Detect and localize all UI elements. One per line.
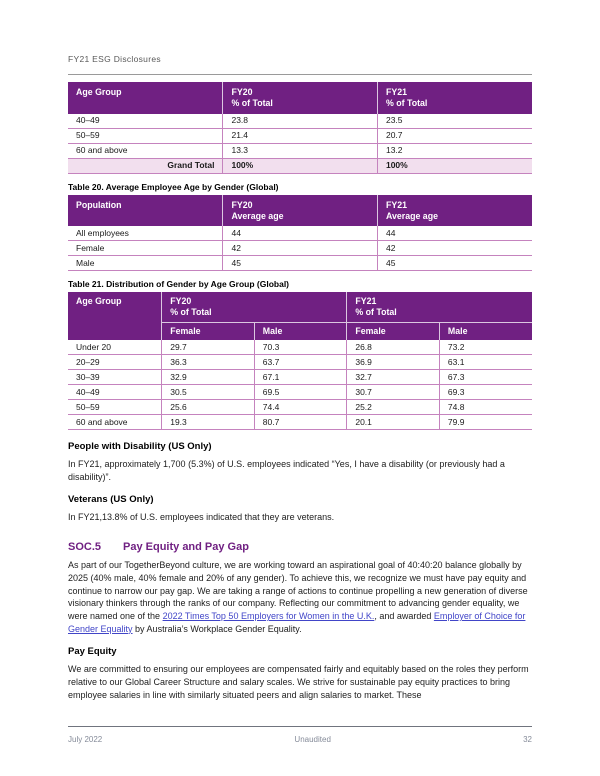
footer-page-number: 32 (523, 735, 532, 744)
table-cell: 20.1 (347, 415, 440, 430)
disability-paragraph: In FY21, approximately 1,700 (5.3%) of U.S. employees indicated “Yes, I have a disability (or previously had a disability)”. (68, 459, 505, 482)
table-row (68, 400, 532, 415)
table-row (68, 241, 532, 256)
column-header-population: Population (68, 195, 223, 227)
table-cell: 60 and above (68, 143, 223, 158)
table-cell: 60 and above (68, 415, 162, 430)
column-header-age-group: Age Group (68, 292, 162, 340)
average-age-table (68, 195, 532, 272)
table-row (68, 114, 532, 129)
footer-status: Unaudited (294, 735, 331, 744)
age-group-distribution-table (68, 82, 532, 174)
table-cell: 36.3 (162, 355, 255, 370)
table20-caption: Table 20. Average Employee Age by Gender (Global) (68, 181, 279, 192)
table-row (68, 128, 532, 143)
employer-of-choice-link[interactable]: Employer of Choice for Gender Equality (68, 611, 526, 634)
soc5-heading (68, 540, 532, 554)
running-header-title: FY21 ESG Disclosures (68, 54, 161, 64)
gender-by-age-table (68, 292, 532, 430)
subheader-female: Female (162, 322, 255, 340)
soc5-section-title: Pay Equity and Pay Gap (123, 541, 249, 554)
group-header-fy20: FY20 % of Total (162, 292, 347, 322)
veterans-heading: Veterans (US Only) (68, 494, 154, 506)
column-header-fy20: FY20 Average age (223, 195, 378, 227)
table-cell: 42 (223, 241, 378, 256)
table-row (68, 340, 532, 355)
table-cell: 36.9 (347, 355, 440, 370)
soc5-paragraph (68, 559, 532, 635)
table-cell: 44 (377, 226, 532, 241)
table-cell: 69.3 (439, 385, 532, 400)
table-cell: 25.2 (347, 400, 440, 415)
table-row (68, 415, 532, 430)
table-row (68, 256, 532, 271)
table-cell: 74.4 (254, 400, 347, 415)
table-cell: 67.1 (254, 370, 347, 385)
table-cell: 80.7 (254, 415, 347, 430)
table-cell: 79.9 (439, 415, 532, 430)
pay-equity-paragraph: We are committed to ensuring our employees are compensated fairly and equitably based on the roles they perform relative to our Global Career Structure and salary scales. We strive for sustainable pay equity practices to bring employee salaries in line with similarly situated peers and align salaries to market. These (68, 664, 529, 700)
table-cell: 40–49 (68, 114, 223, 129)
table-cell: 70.3 (254, 340, 347, 355)
table-row (68, 370, 532, 385)
soc5-text-3: by Australia’s Workplace Gender Equality. (132, 623, 302, 634)
table-cell: 63.7 (254, 355, 347, 370)
table-cell: 25.6 (162, 400, 255, 415)
table-cell: All employees (68, 226, 223, 241)
table-cell: Male (68, 256, 223, 271)
table21-caption: Table 21. Distribution of Gender by Age Group (Global) (68, 279, 290, 290)
times-top50-link[interactable]: 2022 Times Top 50 Employers for Women in the U.K. (162, 611, 375, 621)
table-header-row (68, 82, 532, 114)
table-cell: 23.5 (377, 114, 532, 129)
table-cell: 67.3 (439, 370, 532, 385)
table-cell: 26.8 (347, 340, 440, 355)
table-cell: 19.3 (162, 415, 255, 430)
table-cell: 20.7 (377, 128, 532, 143)
soc5-section-number: SOC.5 (68, 541, 102, 554)
table-cell: 44 (223, 226, 378, 241)
table-cell: 69.5 (254, 385, 347, 400)
disability-heading: People with Disability (US Only) (68, 441, 212, 453)
grand-total-value: 100% (223, 158, 378, 173)
table-cell: 63.1 (439, 355, 532, 370)
table-row (68, 143, 532, 158)
table-header-row (68, 292, 532, 322)
subheader-male: Male (439, 322, 532, 340)
column-header-fy20: FY20 % of Total (223, 82, 378, 114)
table-cell: 40–49 (68, 385, 162, 400)
column-header-fy21: FY21 Average age (377, 195, 532, 227)
running-header (68, 54, 532, 75)
column-header-fy21: FY21 % of Total (377, 82, 532, 114)
pay-equity-heading: Pay Equity (68, 646, 117, 658)
footer-date: July 2022 (68, 735, 103, 744)
subheader-female: Female (347, 322, 440, 340)
grand-total-row (68, 158, 532, 173)
page-footer (68, 726, 532, 744)
table-cell: 50–59 (68, 400, 162, 415)
grand-total-value: 100% (377, 158, 532, 173)
table-cell: 42 (377, 241, 532, 256)
table-cell: 13.2 (377, 143, 532, 158)
table-cell: 21.4 (223, 128, 378, 143)
veterans-paragraph: In FY21,13.8% of U.S. employees indicated that they are veterans. (68, 512, 335, 523)
table-cell: 32.7 (347, 370, 440, 385)
table-row (68, 385, 532, 400)
table-cell: Under 20 (68, 340, 162, 355)
table-cell: 30–39 (68, 370, 162, 385)
table-cell: 30.5 (162, 385, 255, 400)
table-cell: Female (68, 241, 223, 256)
soc5-text-1: As part of our TogetherBeyond culture, we are working toward an aspirational goal of 40:40:20 balance globally by 2025 (40% male, 40% female and 20% of any gender). To achieve this, we recognize we must have pay equity and continue to narrow our pay gap. We are taking a range of actions to continue propelling a new generation of diverse visionary thinkers through the ranks of our company. Reflecting our commitment to advancing gender equality, we were named one of the (68, 560, 528, 621)
group-header-fy21: FY21 % of Total (347, 292, 532, 322)
table-cell: 13.3 (223, 143, 378, 158)
table-cell: 32.9 (162, 370, 255, 385)
column-header-age-group: Age Group (68, 82, 223, 114)
table-cell: 45 (223, 256, 378, 271)
table-header-row (68, 195, 532, 227)
table-cell: 29.7 (162, 340, 255, 355)
table-cell: 74.8 (439, 400, 532, 415)
header-rule (68, 74, 532, 75)
table-cell: 50–59 (68, 128, 223, 143)
grand-total-label: Grand Total (68, 158, 223, 173)
table-cell: 73.2 (439, 340, 532, 355)
table-row (68, 226, 532, 241)
table-cell: 20–29 (68, 355, 162, 370)
table-cell: 30.7 (347, 385, 440, 400)
table-row (68, 355, 532, 370)
table-cell: 23.8 (223, 114, 378, 129)
table-cell: 45 (377, 256, 532, 271)
soc5-text-2: , and awarded (374, 611, 434, 621)
subheader-male: Male (254, 322, 347, 340)
